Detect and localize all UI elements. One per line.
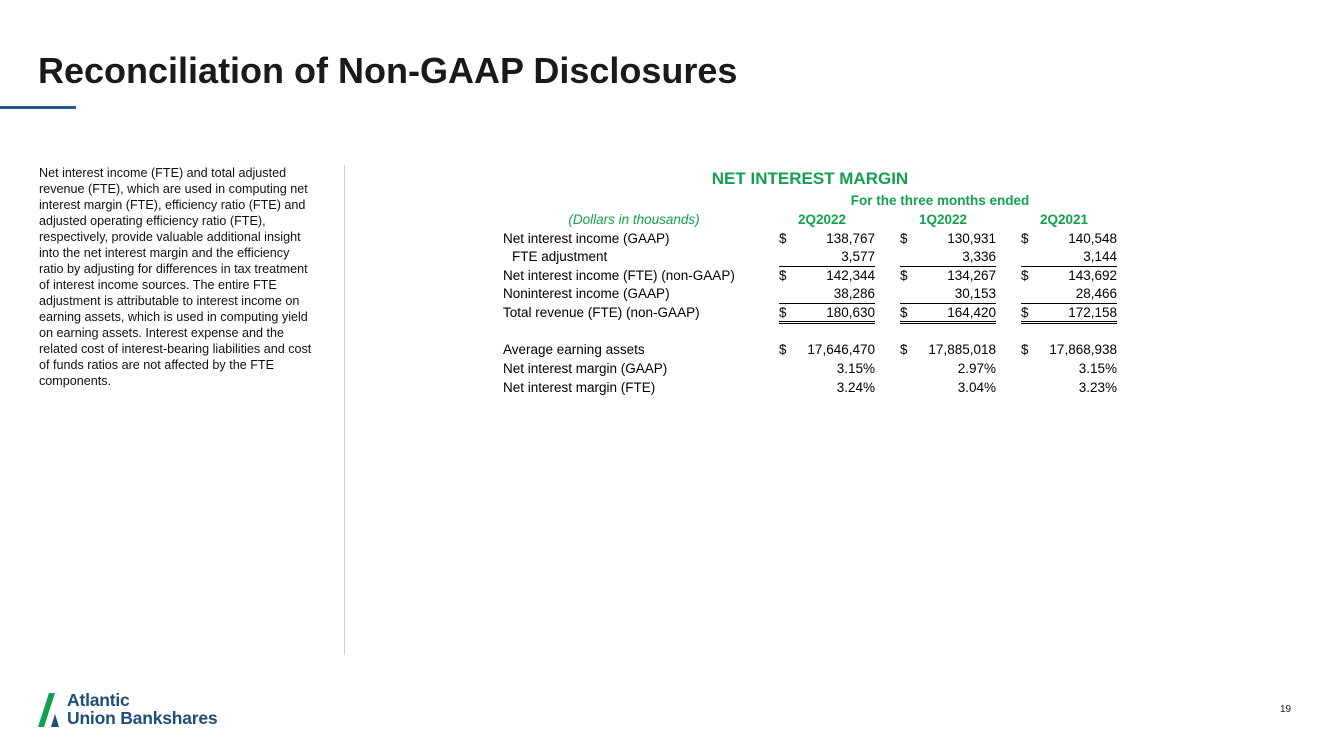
cell-value: 142,344 [826,268,875,283]
currency-symbol: $ [779,305,787,320]
row-label: Net interest margin (FTE) [503,380,656,395]
table-cell [779,305,875,324]
page-number: 19 [1280,704,1292,715]
row-label: Total revenue (FTE) (non-GAAP) [503,305,700,320]
table-cell [779,268,875,285]
column-header-1q2022: 1Q2022 [918,212,968,227]
table-cell [900,249,996,267]
table-row-noninterest-income [503,286,1123,304]
table-cell [779,380,875,397]
table-cell [1021,231,1117,248]
column-header-2q2022: 2Q2022 [797,212,847,227]
table-cell [1021,305,1117,324]
table-cell [779,231,875,248]
cell-value: 3.15% [836,361,875,376]
row-label: Net interest income (FTE) (non-GAAP) [503,268,735,283]
currency-symbol: $ [779,268,787,283]
cell-value: 17,868,938 [1049,342,1117,357]
company-logo [38,690,268,730]
table-cell [779,361,875,378]
cell-value: 38,286 [833,286,875,301]
row-label: Net interest income (GAAP) [503,231,670,246]
page-title: Reconciliation of Non-GAAP Disclosures [38,50,738,91]
cell-value: 3,336 [962,249,996,264]
cell-value: 28,466 [1075,286,1117,301]
table-cell [1021,342,1117,359]
table-cell [1021,268,1117,285]
table-cell [900,305,996,324]
currency-symbol: $ [900,268,908,283]
table-cell [1021,380,1117,397]
table-row-average-earning-assets [503,342,1123,360]
cell-value: 134,267 [947,268,996,283]
title-underline [0,106,76,109]
cell-value: 172,158 [1068,305,1117,320]
logo-wordmark [67,691,217,727]
table-cell [900,231,996,248]
cell-value: 164,420 [947,305,996,320]
table-cell [900,286,996,304]
table-row-net-interest-income-fte [503,268,1123,286]
table-period-header: For the three months ended [850,193,1030,208]
cell-value: 3,577 [841,249,875,264]
table-cell [900,380,996,397]
currency-symbol: $ [900,342,908,357]
table-cell [900,268,996,285]
cell-value: 143,692 [1068,268,1117,283]
table-cell [900,361,996,378]
currency-symbol: $ [1021,305,1029,320]
cell-value: 17,885,018 [928,342,996,357]
row-label: Average earning assets [503,342,645,357]
cell-value: 138,767 [826,231,875,246]
currency-symbol: $ [900,305,908,320]
table-row-fte-adjustment [503,249,1123,267]
row-label: Net interest margin (GAAP) [503,361,668,376]
row-label: FTE adjustment [512,249,608,264]
currency-symbol: $ [1021,342,1029,357]
cell-value: 3.23% [1078,380,1117,395]
cell-value: 130,931 [947,231,996,246]
table-row-net-interest-margin-fte [503,380,1123,398]
table-cell [1021,286,1117,304]
units-header: (Dollars in thousands) [568,212,700,227]
cell-value: 17,646,470 [807,342,875,357]
cell-value: 180,630 [826,305,875,320]
cell-value: 140,548 [1068,231,1117,246]
cell-value: 3,144 [1083,249,1117,264]
cell-value: 3.24% [836,380,875,395]
currency-symbol: $ [900,231,908,246]
vertical-divider [344,165,345,655]
table-cell [1021,361,1117,378]
column-header-2q2021: 2Q2021 [1039,212,1089,227]
currency-symbol: $ [1021,268,1029,283]
table-row-total-revenue [503,305,1123,323]
logo-line-1: Atlantic [67,690,130,710]
currency-symbol: $ [779,342,787,357]
cell-value: 30,153 [954,286,996,301]
currency-symbol: $ [779,231,787,246]
logo-line-2: Union Bankshares [67,708,218,728]
cell-value: 2.97% [957,361,996,376]
table-title: NET INTEREST MARGIN [711,169,909,188]
cell-value: 3.04% [957,380,996,395]
row-label: Noninterest income (GAAP) [503,286,670,301]
table-cell [779,342,875,359]
table-cell [900,342,996,359]
table-cell [1021,249,1117,267]
explanatory-text: Net interest income (FTE) and total adjusted revenue (FTE), which are used in computing net interest margin (FTE), efficiency ratio (FTE) and adjusted operating efficiency ratio (FTE), respectively, provide valuable additional insight into the net interest margin and the efficiency ratio by adjusting for differences in tax treatment of interest income sources. The entire FTE adjustment is attributable to interest income on earning assets, which is used in computing yield on earning assets. Interest expense and the related cost of interest-bearing liabilities and cost of funds ratios are not affected by the FTE components. [39,166,312,388]
logo-mark-icon [38,690,66,728]
table-cell [779,286,875,304]
table-row-net-interest-margin-gaap [503,361,1123,379]
currency-symbol: $ [1021,231,1029,246]
table-cell [779,249,875,267]
table-row-net-interest-income-gaap [503,231,1123,249]
cell-value: 3.15% [1078,361,1117,376]
